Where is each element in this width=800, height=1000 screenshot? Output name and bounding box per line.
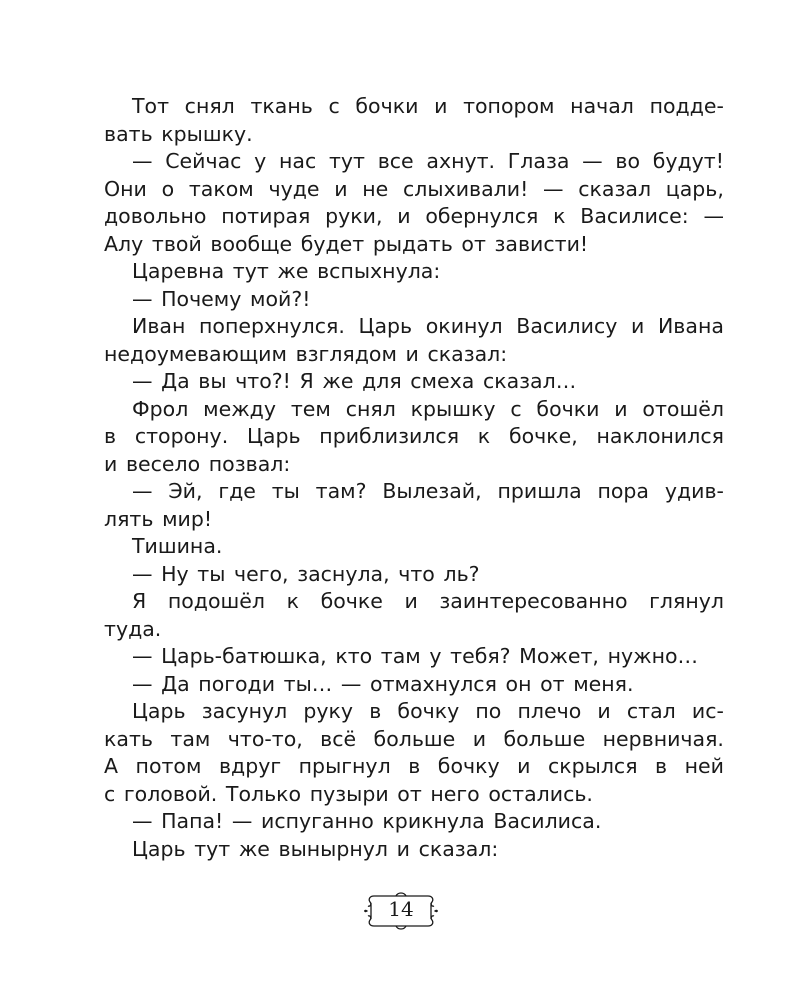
text-line: довольно потирая руки, и обернулся к Василисе: — xyxy=(104,204,724,228)
text-line: — Да погоди ты… — отмахнулся он от меня. xyxy=(132,671,634,696)
text-line: Тишина. xyxy=(132,534,223,558)
text-line: — Папа! — испуганно крикнула Василиса. xyxy=(132,809,602,833)
text-line: — Ну ты чего, заснула, что ль? xyxy=(132,561,480,586)
text-line: — Царь-батюшка, кто там у тебя? Может, нужно… xyxy=(132,644,699,668)
text-line: — Почему мой?! xyxy=(132,286,311,311)
text-line: Я подошёл к бочке и заинтересованно глянул xyxy=(132,589,724,613)
text-line: туда. xyxy=(104,616,162,641)
text-line: и весело позвал: xyxy=(104,451,291,476)
text-line: Царь засунул руку в бочку по плечо и стал ис- xyxy=(132,699,724,723)
text-line: Фрол между тем снял крышку с бочки и отошёл xyxy=(132,396,724,421)
text-line: Алу твой вообще будет рыдать от зависти! xyxy=(104,231,589,256)
page-footer xyxy=(360,888,442,934)
text-line: вать крышку. xyxy=(104,121,253,146)
text-line: Иван поперхнулся. Царь окинул Василису и Ивана xyxy=(132,314,724,338)
text-line: лять мир! xyxy=(104,506,213,531)
text-line: Царевна тут же вспыхнула: xyxy=(132,259,441,283)
text-line: с головой. Только пузыри от него остались. xyxy=(104,781,593,806)
text-line: в сторону. Царь приблизился к бочке, наклонился xyxy=(104,424,724,448)
text-line: А потом вдруг прыгнул в бочку и скрылся в ней xyxy=(104,754,724,778)
text-line: Тот снял ткань с бочки и топором начал подде- xyxy=(132,94,724,118)
page-number: 14 xyxy=(388,897,414,921)
page-text xyxy=(104,93,724,863)
text-line: Они о таком чуде и не слыхивали! — сказал царь, xyxy=(104,176,724,201)
text-line: — Эй, где ты там? Вылезай, пришла пора удив- xyxy=(132,479,724,503)
text-line: кать там что-то, всё больше и больше нервничая. xyxy=(104,726,724,751)
text-line: Царь тут же вынырнул и сказал: xyxy=(132,836,499,861)
text-line: недоумевающим взглядом и сказал: xyxy=(104,341,508,366)
text-line: — Да вы что?! Я же для смеха сказал… xyxy=(132,369,577,393)
text-line: — Сейчас у нас тут все ахнут. Глаза — во будут! xyxy=(132,149,724,173)
